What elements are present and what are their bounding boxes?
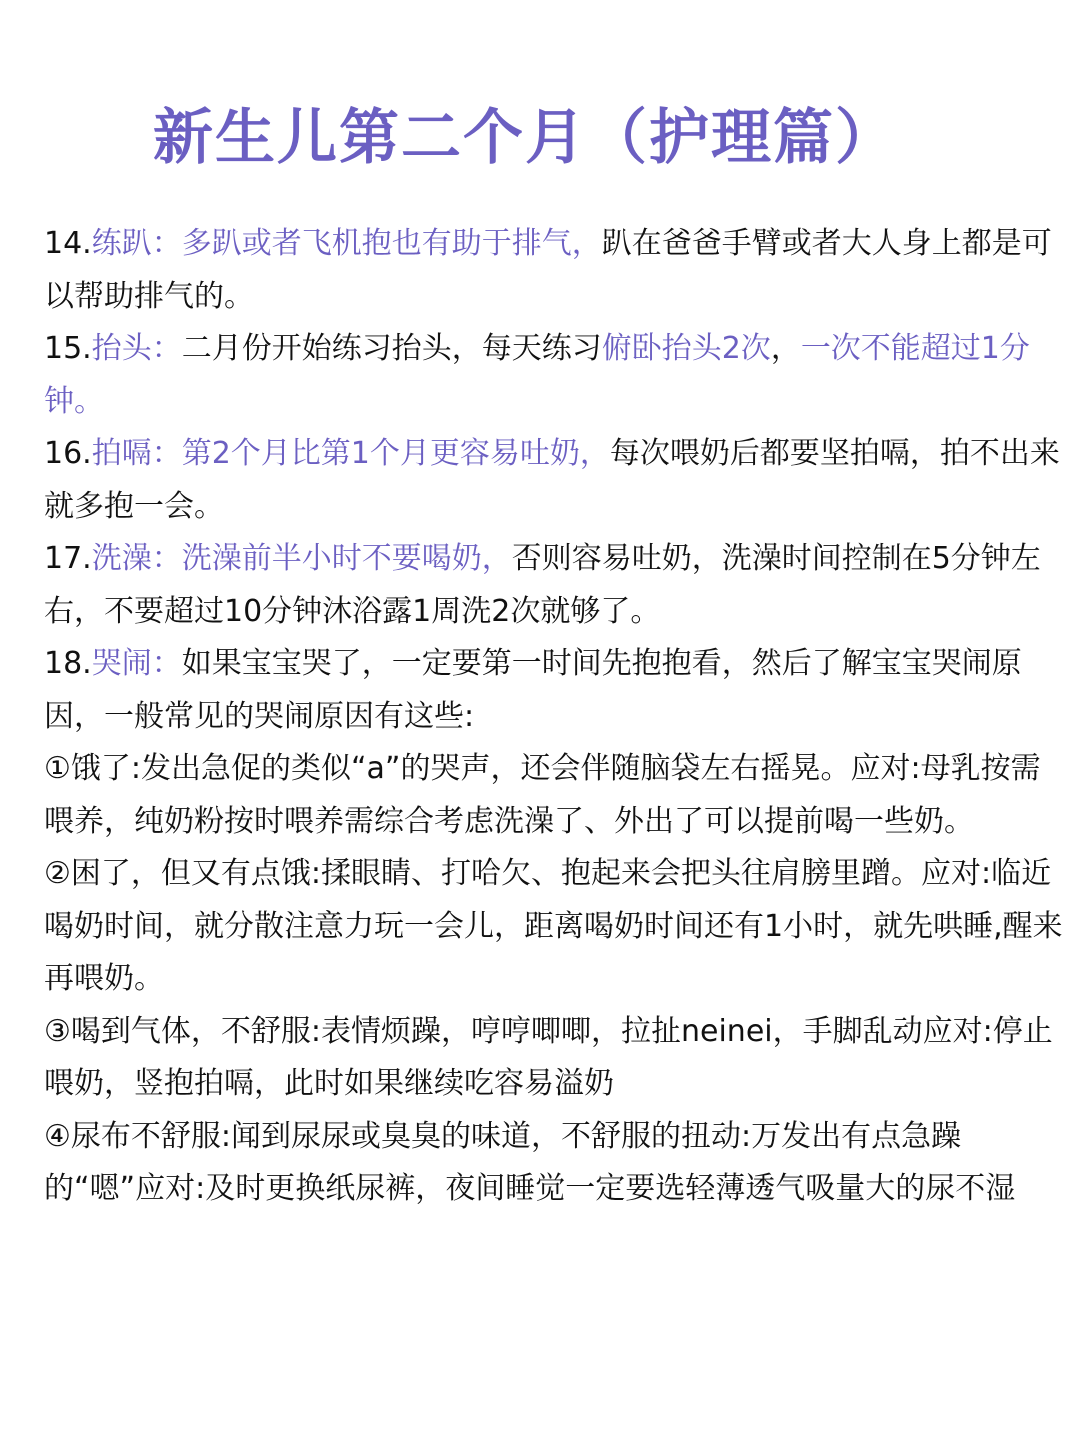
tip-text: 如果宝宝哭了，一定要第一时间先抱抱看，然后了解宝宝哭闹原因，一般常见的哭闹原因有这些: bbox=[44, 646, 1022, 734]
tip-text: 否则容易吐奶，洗澡时间控制在5分钟左右，不要超过10分钟沐浴露1周洗2次就够了。 bbox=[44, 541, 1041, 629]
tip-number: 16. bbox=[44, 436, 92, 471]
tip-highlight: 洗澡前半小时不要喝奶， bbox=[181, 541, 512, 576]
tip-number: 17. bbox=[44, 541, 92, 576]
tip-text: 每次喂奶后都要坚拍嗝，拍不出来就多抱一会。 bbox=[44, 436, 1060, 524]
article-body bbox=[44, 218, 1069, 1216]
tip-17-paragraph bbox=[44, 533, 1069, 638]
page-title: 新生儿第二个月（护理篇） bbox=[153, 103, 897, 173]
tip-number: 14. bbox=[44, 226, 92, 261]
tip-label: 练趴： bbox=[91, 226, 182, 261]
tip-label: 哭闹： bbox=[91, 646, 182, 681]
cause-sleepy: ②困了，但又有点饿:揉眼睛、打哈欠、抱起来会把头往肩膀里蹭。应对:临近喝奶时间，就分散注意力玩一会儿，距离喝奶时间还有1小时，就先哄睡,醒来再喂奶。 bbox=[44, 856, 1063, 996]
tip-number: 18. bbox=[44, 646, 92, 681]
tip-18-paragraph bbox=[44, 638, 1069, 743]
tip-number: 15. bbox=[44, 331, 92, 366]
tip-16-paragraph bbox=[44, 428, 1069, 533]
cause-gas: ③喝到气体，不舒服:表情烦躁，哼哼唧唧，拉扯neinei，手脚乱动应对:停止喂奶，竖抱拍嗝，此时如果继续吃容易溢奶 bbox=[44, 1013, 1053, 1101]
tip-label: 抬头： bbox=[91, 331, 182, 366]
tip-highlight: 俯卧抬头2次 bbox=[601, 331, 771, 366]
tip-14-paragraph bbox=[44, 218, 1069, 323]
tip-highlight: 一次不能超过1分钟。 bbox=[44, 331, 1030, 419]
tip-15-paragraph bbox=[44, 323, 1069, 428]
tip-highlight: 多趴或者飞机抱也有助于排气， bbox=[181, 226, 602, 261]
tip-label: 洗澡： bbox=[91, 541, 182, 576]
tip-text: 趴在爸爸手臂或者大人身上都是可以帮助排气的。 bbox=[44, 226, 1052, 314]
cause-hungry: ①饿了:发出急促的类似“a”的哭声，还会伴随脑袋左右摇晃。应对:母乳按需喂养，纯奶粉按时喂养需综合考虑洗澡了、外出了可以提前喝一些奶。 bbox=[44, 751, 1041, 839]
tip-highlight: 第2个月比第1个月更容易吐奶， bbox=[181, 436, 610, 471]
tip-text: ， bbox=[770, 331, 801, 366]
cause-diaper: ④尿布不舒服:闻到尿尿或臭臭的味道，不舒服的扭动:万发出有点急躁的“嗯”应对:及时更换纸尿裤，夜间睡觉一定要选轻薄透气吸量大的尿不湿 bbox=[44, 1118, 1016, 1206]
tip-label: 拍嗝： bbox=[91, 436, 182, 471]
tip-text: 二月份开始练习抬头，每天练习 bbox=[181, 331, 602, 366]
